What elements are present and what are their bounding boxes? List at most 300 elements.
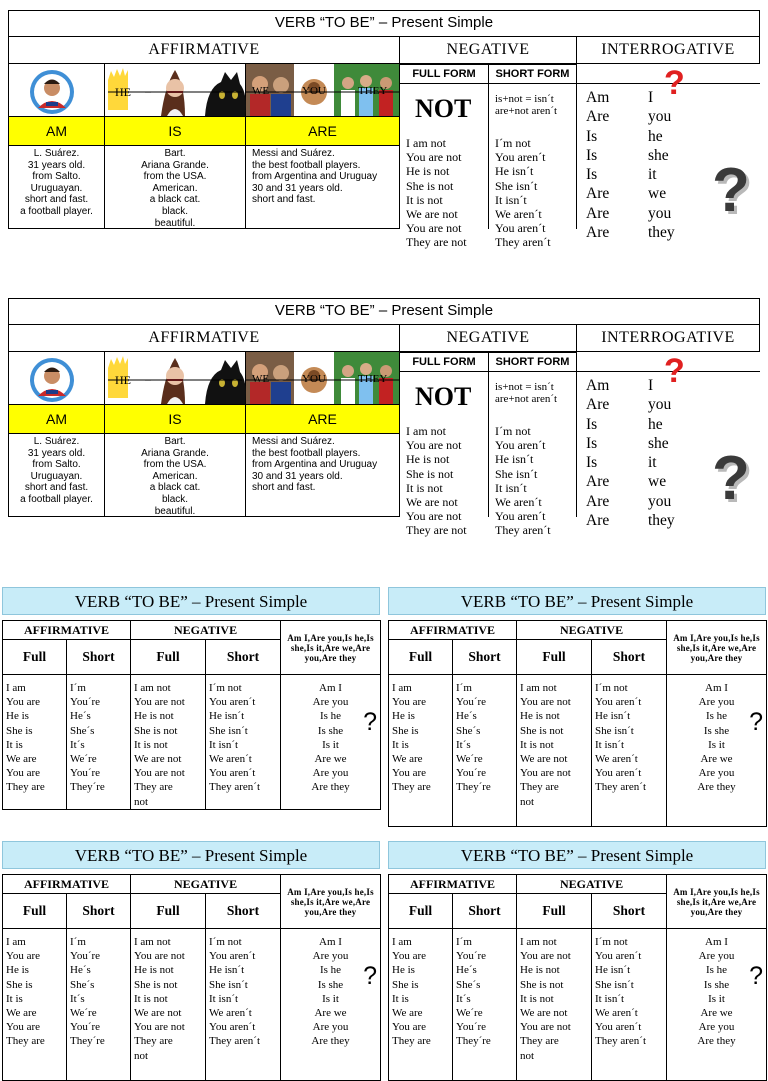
list-item: She is xyxy=(392,724,419,737)
list-item: Are you xyxy=(698,1021,735,1034)
list-item: They are xyxy=(392,781,431,794)
list-item: Are they xyxy=(697,1035,736,1048)
is-description xyxy=(105,436,245,517)
list-item: Ariana Grande. xyxy=(141,159,209,171)
list-item: She is not xyxy=(406,178,454,193)
negative-header: NEGATIVE xyxy=(517,621,667,640)
list-item: You aren´t xyxy=(209,1021,256,1034)
list-item: from Argentina and Uruguay xyxy=(252,459,378,471)
short-form-header: SHORT FORM xyxy=(488,64,577,84)
short-header: Short xyxy=(592,640,667,675)
list-item: They´re xyxy=(70,781,105,794)
not-word: NOT xyxy=(415,382,472,411)
list-item: They are xyxy=(520,1035,559,1048)
negative-header: NEGATIVE xyxy=(131,621,281,640)
list-item: the best football players. xyxy=(252,447,361,459)
list-item: We are xyxy=(392,1007,423,1020)
list-item: She isn´t xyxy=(209,978,248,991)
interrogative-header: Am I,Are you,Is he,Is she,Is it,Are we,Are you,Are they xyxy=(281,621,381,675)
list-item: He´s xyxy=(70,964,91,977)
list-item: She is not xyxy=(134,724,178,737)
short-header: Short xyxy=(592,894,667,929)
list-item: I am xyxy=(392,936,412,948)
small-worksheet-title: VERB “TO BE” – Present Simple xyxy=(388,587,766,615)
list-item: I´m not xyxy=(209,682,242,694)
list-item: Bart. xyxy=(164,148,186,159)
list-item: You´re xyxy=(70,1021,101,1034)
list-item: They aren´t xyxy=(495,235,551,250)
interrogative-list xyxy=(667,935,766,1049)
list-item: we xyxy=(648,185,667,203)
full-header: Full xyxy=(131,894,206,929)
list-item: black. xyxy=(161,493,189,505)
list-item: You are not xyxy=(134,696,185,709)
list-item: You are xyxy=(6,696,41,709)
list-item: I´m not xyxy=(595,682,628,694)
list-item: I´m not xyxy=(595,936,628,948)
list-item: Is he xyxy=(319,710,342,723)
list-item: They are xyxy=(520,781,559,794)
list-item: You aren´t xyxy=(209,696,256,709)
list-item: He is xyxy=(392,710,415,723)
list-item: I am xyxy=(6,936,26,948)
grey-question-icon: ? xyxy=(712,156,750,225)
we-label: WE xyxy=(252,373,270,385)
are-description xyxy=(252,436,399,494)
list-item: You aren´t xyxy=(209,950,256,963)
interrogative-list xyxy=(281,935,380,1049)
negative-short-list xyxy=(206,929,281,1081)
am-description xyxy=(9,148,104,218)
interrogative-header: Am I,Are you,Is he,Is she,Is it,Are we,Are you,Are they xyxy=(667,875,767,929)
divider xyxy=(399,371,400,517)
list-item: Is she xyxy=(317,724,344,737)
they-label: THEY xyxy=(358,85,388,97)
list-item: He is not xyxy=(406,164,450,179)
list-item: He isn´t xyxy=(209,964,245,977)
list-item: We are not xyxy=(406,207,458,222)
list-item: short and fast. xyxy=(252,482,316,494)
list-item: We are not xyxy=(520,753,568,766)
affirmative-header: AFFIRMATIVE xyxy=(8,36,400,64)
list-item: I am not xyxy=(520,682,557,694)
interrogative-list-cell xyxy=(667,929,767,1081)
conjugation-table xyxy=(388,874,767,1081)
interrogative-verbs xyxy=(586,88,609,242)
question-icon: ? xyxy=(363,708,378,736)
list-item: Is xyxy=(586,434,598,452)
list-item: I am not xyxy=(134,682,171,694)
divider xyxy=(576,351,577,517)
list-item: You are not xyxy=(406,221,462,236)
list-item: American. xyxy=(152,182,198,194)
list-item: Are xyxy=(586,473,610,491)
am-label: AM xyxy=(9,116,104,146)
list-item: You are not xyxy=(134,950,185,963)
list-item: He is not xyxy=(520,710,560,723)
list-item: You´re xyxy=(456,1021,487,1034)
not-word: NOT xyxy=(415,94,472,123)
list-item: American. xyxy=(152,470,198,482)
list-item: She is not xyxy=(406,466,454,481)
list-item: Am I xyxy=(705,682,728,694)
short-form-header: SHORT FORM xyxy=(488,352,577,372)
affirmative-full-list xyxy=(3,675,67,810)
am-label: AM xyxy=(9,404,104,434)
list-item: It isn´t xyxy=(495,480,527,495)
list-item: We´re xyxy=(70,1007,97,1020)
list-item: They are xyxy=(392,1035,431,1048)
list-item: It is not xyxy=(134,992,168,1005)
interrogative-list-cell xyxy=(281,675,381,810)
short-header: Short xyxy=(453,640,517,675)
affirmative-header: AFFIRMATIVE xyxy=(3,875,131,894)
list-item: Is she xyxy=(317,978,344,991)
list-item: Is he xyxy=(705,964,728,977)
list-item: 30 and 31 years old. xyxy=(252,182,343,194)
list-item: 31 years old. xyxy=(27,447,86,459)
small-worksheet-title: VERB “TO BE” – Present Simple xyxy=(2,587,380,615)
worksheet-copy-2 xyxy=(388,587,768,827)
list-item: beautiful. xyxy=(154,505,196,517)
list-item: You are not xyxy=(134,1021,185,1034)
negative-full-list xyxy=(406,136,467,250)
list-item: You are xyxy=(392,1021,427,1034)
list-item: You are not xyxy=(520,950,571,963)
affirmative-short-list xyxy=(453,929,517,1081)
list-item: We´re xyxy=(70,753,97,766)
list-item: Are they xyxy=(311,781,350,794)
affirmative-short-list xyxy=(67,929,131,1081)
list-item: Are you xyxy=(312,1021,349,1034)
list-item: Is she xyxy=(703,978,730,991)
list-item: She´s xyxy=(70,724,95,737)
you-label: YOU xyxy=(302,373,326,385)
list-item: she xyxy=(648,434,669,452)
list-item: It isn´t xyxy=(595,992,625,1005)
question-icon: ? xyxy=(363,962,378,990)
list-item: They are not xyxy=(406,235,467,250)
worksheet-middle xyxy=(0,298,768,538)
list-item: Are xyxy=(586,224,610,242)
list-item: Are they xyxy=(697,781,736,794)
short-header: Short xyxy=(206,640,281,675)
list-item: I am not xyxy=(406,136,446,150)
list-item: a black cat. xyxy=(149,482,201,494)
list-item: He´s xyxy=(456,964,477,977)
list-item: You aren´t xyxy=(495,438,546,453)
list-item: They´re xyxy=(456,1035,491,1048)
list-item: not xyxy=(520,795,535,808)
list-item: he xyxy=(648,127,663,145)
negative-full-list xyxy=(131,675,206,810)
list-item: Is he xyxy=(705,710,728,723)
list-item: you xyxy=(648,396,672,414)
list-item: it xyxy=(648,166,657,184)
list-item: Is xyxy=(586,454,598,472)
list-item: you xyxy=(648,204,672,222)
list-item: I´m xyxy=(70,682,86,694)
list-item: from the USA. xyxy=(143,459,207,471)
small-worksheet-title: VERB “TO BE” – Present Simple xyxy=(2,841,380,869)
affirmative-full-list xyxy=(389,675,453,827)
list-item: You aren´t xyxy=(495,150,546,165)
list-item: We are xyxy=(6,1007,37,1020)
list-item: It´s xyxy=(456,992,471,1005)
interrogative-header: Am I,Are you,Is he,Is she,Is it,Are we,Are you,Are they xyxy=(281,875,381,929)
list-item: not xyxy=(520,1049,535,1062)
is-label: IS xyxy=(105,404,245,434)
list-item: I´m xyxy=(456,936,472,948)
list-item: Are we xyxy=(700,753,733,766)
list-item: She is not xyxy=(520,978,564,991)
list-item: You aren´t xyxy=(209,767,256,780)
conjugation-table xyxy=(2,874,381,1081)
red-question-icon: ? xyxy=(664,352,685,390)
list-item: He´s xyxy=(70,710,91,723)
list-item: short and fast. xyxy=(24,194,89,206)
list-item: a football player. xyxy=(20,205,93,217)
list-item: 30 and 31 years old. xyxy=(252,470,343,482)
list-item: It´s xyxy=(70,992,85,1005)
list-item: Are you xyxy=(312,696,349,709)
divider xyxy=(488,371,489,517)
list-item: Am xyxy=(586,377,610,394)
list-item: It is xyxy=(392,992,409,1005)
contraction-rules xyxy=(495,93,557,117)
list-item: they xyxy=(648,512,675,530)
list-item: Is it xyxy=(322,992,339,1005)
list-item: You aren´t xyxy=(595,950,642,963)
list-item: I am xyxy=(392,682,412,694)
list-item: We aren´t xyxy=(595,1007,638,1020)
list-item: Is she xyxy=(703,724,730,737)
negative-short-list xyxy=(592,675,667,827)
list-item: Am I xyxy=(319,682,342,694)
list-item: They aren´t xyxy=(209,781,261,794)
list-item: We are xyxy=(6,753,37,766)
list-item: they xyxy=(648,224,675,242)
list-item: are+not aren´t xyxy=(495,393,558,405)
list-item: Messi and Suárez. xyxy=(252,148,335,159)
list-item: Are you xyxy=(312,950,349,963)
list-item: L. Suárez. xyxy=(33,148,80,159)
list-item: It´s xyxy=(456,738,471,751)
list-item: You are not xyxy=(520,696,571,709)
list-item: Is he xyxy=(319,964,342,977)
list-item: He is not xyxy=(520,964,560,977)
list-item: We are not xyxy=(134,753,182,766)
list-item: They are not xyxy=(406,523,467,538)
interrogative-list-cell xyxy=(667,675,767,827)
list-item: from Salto. xyxy=(32,459,81,471)
list-item: It is xyxy=(6,992,23,1005)
grey-question-icon: ? xyxy=(712,444,750,513)
list-item: They aren´t xyxy=(595,781,647,794)
list-item: He isn´t xyxy=(209,710,245,723)
worksheet-title: VERB “TO BE” – Present Simple xyxy=(8,10,760,36)
list-item: He is not xyxy=(134,710,174,723)
negative-full-list xyxy=(131,929,206,1081)
list-item: We´re xyxy=(456,1007,483,1020)
list-item: Uruguayan. xyxy=(30,470,83,482)
list-item: We are xyxy=(392,753,423,766)
worksheet-copy-3 xyxy=(2,841,382,1062)
list-item: She isn´t xyxy=(209,724,248,737)
we-you-they-photos xyxy=(246,64,399,116)
list-item: They are xyxy=(6,1035,45,1048)
list-item: You aren´t xyxy=(595,696,642,709)
list-item: You are xyxy=(6,950,41,963)
list-item: He isn´t xyxy=(495,452,534,467)
list-item: I am not xyxy=(134,936,171,948)
list-item: not xyxy=(134,1049,149,1062)
list-item: it xyxy=(648,454,657,472)
suarez-photo xyxy=(9,64,104,116)
list-item: It isn´t xyxy=(209,992,239,1005)
list-item: He is xyxy=(6,964,29,977)
divider xyxy=(488,83,489,229)
list-item: not xyxy=(134,795,149,808)
list-item: she xyxy=(648,146,669,164)
list-item: he xyxy=(648,415,663,433)
are-description xyxy=(252,148,399,206)
affirmative-header: AFFIRMATIVE xyxy=(389,875,517,894)
list-item: Are they xyxy=(311,1035,350,1048)
are-label: ARE xyxy=(246,116,399,146)
list-item: I´m xyxy=(456,682,472,694)
list-item: He isn´t xyxy=(595,710,631,723)
list-item: She isn´t xyxy=(495,466,538,481)
list-item: You are not xyxy=(406,150,462,165)
list-item: You´re xyxy=(70,950,101,963)
list-item: You´re xyxy=(70,767,101,780)
list-item: is+not = isn´t xyxy=(495,93,554,105)
list-item: I am xyxy=(6,682,26,694)
list-item: He´s xyxy=(456,710,477,723)
negative-short-list xyxy=(495,136,551,250)
list-item: Are you xyxy=(698,950,735,963)
negative-short-list xyxy=(495,424,551,538)
list-item: I am not xyxy=(520,936,557,948)
full-header: Full xyxy=(389,640,453,675)
list-item: I xyxy=(648,89,654,106)
list-item: They are xyxy=(134,1035,173,1048)
interrogative-header: INTERROGATIVE xyxy=(576,36,760,64)
divider xyxy=(576,63,577,229)
list-item: I xyxy=(648,377,654,394)
list-item: Is xyxy=(586,415,598,433)
conjugation-table xyxy=(388,620,767,827)
list-item: You are xyxy=(6,1021,41,1034)
list-item: Are you xyxy=(698,767,735,780)
list-item: She is xyxy=(392,978,419,991)
list-item: She is xyxy=(6,724,33,737)
you-label: YOU xyxy=(302,85,326,97)
list-item: It is not xyxy=(134,738,168,751)
list-item: Are we xyxy=(314,753,347,766)
list-item: I´m not xyxy=(209,936,242,948)
list-item: You aren´t xyxy=(595,767,642,780)
list-item: 31 years old. xyxy=(27,159,86,171)
short-header: Short xyxy=(67,894,131,929)
full-header: Full xyxy=(389,894,453,929)
list-item: we xyxy=(648,473,667,491)
list-item: from Argentina and Uruguay xyxy=(252,171,378,183)
list-item: He is xyxy=(392,964,415,977)
interrogative-verbs xyxy=(586,376,609,530)
negative-header: NEGATIVE xyxy=(399,324,577,352)
affirmative-header: AFFIRMATIVE xyxy=(3,621,131,640)
am-description xyxy=(9,436,104,506)
list-item: Is it xyxy=(708,738,725,751)
list-item: are+not aren´t xyxy=(495,105,558,117)
list-item: They aren´t xyxy=(209,1035,261,1048)
list-item: I´m not xyxy=(495,136,531,150)
negative-full-list xyxy=(517,675,592,827)
list-item: black. xyxy=(161,205,189,217)
list-item: She´s xyxy=(70,978,95,991)
list-item: It isn´t xyxy=(595,738,625,751)
negative-short-list xyxy=(206,675,281,810)
list-item: It is xyxy=(392,738,409,751)
list-item: Are xyxy=(586,185,610,203)
list-item: We aren´t xyxy=(495,495,542,510)
negative-header: NEGATIVE xyxy=(131,875,281,894)
list-item: You are not xyxy=(520,767,571,780)
contraction-rules xyxy=(495,381,557,405)
red-question-icon: ? xyxy=(664,64,685,102)
list-item: She´s xyxy=(456,978,481,991)
list-item: They´re xyxy=(70,1035,105,1048)
negative-short-list xyxy=(592,929,667,1081)
list-item: You are not xyxy=(406,438,462,453)
list-item: short and fast. xyxy=(24,482,89,494)
short-header: Short xyxy=(206,894,281,929)
list-item: Is xyxy=(586,127,598,145)
affirmative-header: AFFIRMATIVE xyxy=(389,621,517,640)
list-item: You´re xyxy=(456,950,487,963)
dash: – xyxy=(145,84,151,98)
list-item: Are xyxy=(586,204,610,222)
list-item: She´s xyxy=(456,724,481,737)
list-item: a black cat. xyxy=(149,194,201,206)
interrogative-header: Am I,Are you,Is he,Is she,Is it,Are we,Are you,Are they xyxy=(667,621,767,675)
is-label: IS xyxy=(105,116,245,146)
list-item: We aren´t xyxy=(495,207,542,222)
list-item: Are we xyxy=(314,1007,347,1020)
list-item: from the USA. xyxy=(143,171,207,183)
interrogative-list xyxy=(281,681,380,795)
affirmative-full-list xyxy=(389,929,453,1081)
list-item: Am xyxy=(586,89,610,106)
affirmative-short-list xyxy=(67,675,131,810)
full-header: Full xyxy=(3,640,67,675)
list-item: I´m xyxy=(70,936,86,948)
list-item: Is it xyxy=(708,992,725,1005)
negative-header: NEGATIVE xyxy=(399,36,577,64)
list-item: We are not xyxy=(520,1007,568,1020)
list-item: Bart. xyxy=(164,436,186,447)
list-item: Am I xyxy=(319,936,342,948)
worksheet-copy-4 xyxy=(388,841,768,1062)
list-item: you xyxy=(648,492,672,510)
list-item: I am not xyxy=(406,424,446,438)
list-item: It is not xyxy=(520,738,554,751)
list-item: You aren´t xyxy=(495,221,546,236)
list-item: Are xyxy=(586,492,610,510)
list-item: They´re xyxy=(456,781,491,794)
